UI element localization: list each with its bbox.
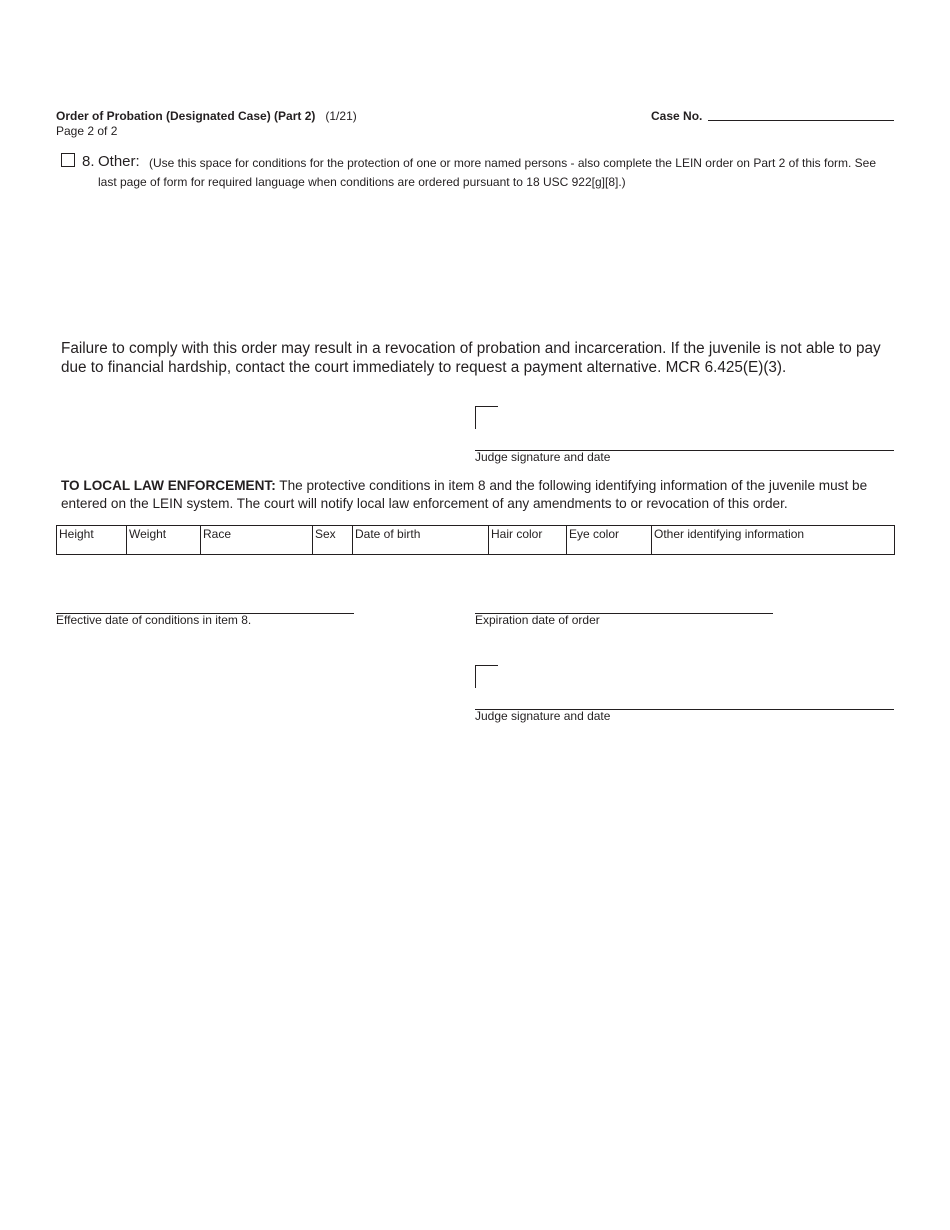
race-cell[interactable]: Race	[201, 526, 313, 555]
form-revision: (1/21)	[325, 109, 357, 123]
hair-color-cell[interactable]: Hair color	[489, 526, 567, 555]
case-no-label: Case No.	[651, 109, 703, 123]
signature-corner-mark	[475, 406, 498, 429]
form-title	[56, 109, 357, 123]
effective-date-caption: Effective date of conditions in item 8.	[56, 613, 252, 627]
item8-text-area[interactable]	[61, 195, 894, 325]
weight-cell[interactable]: Weight	[127, 526, 201, 555]
item8-checkbox[interactable]	[61, 153, 75, 167]
item8-number: 8.	[82, 153, 95, 170]
judge-signature-caption: Judge signature and date	[475, 450, 611, 464]
item8-label: Other:	[98, 153, 140, 170]
case-no-field[interactable]	[708, 120, 894, 121]
height-cell[interactable]: Height	[57, 526, 127, 555]
form-title-text: Order of Probation (Designated Case) (Part 2)	[56, 109, 316, 123]
page-number: Page 2 of 2	[56, 124, 118, 138]
eye-color-cell[interactable]: Eye color	[567, 526, 652, 555]
noncompliance-warning: Failure to comply with this order may result in a revocation of probation and incarceration. If the juvenile is not able to pay due to financial hardship, contact the court immediately to request a payment alternative. MCR 6.425(E)(3).	[61, 340, 881, 376]
law-enforcement-heading: TO LOCAL LAW ENFORCEMENT:	[61, 478, 276, 493]
item8-description-line1: (Use this space for conditions for the protection of one or more named persons - also complete the LEIN order on Part 2 of this form. See	[149, 156, 877, 170]
item8-description-line2: last page of form for required language when conditions are ordered pursuant to 18 USC 922[g][8].)	[98, 175, 626, 189]
date-of-birth-cell[interactable]: Date of birth	[353, 526, 489, 555]
law-enforcement-notice	[61, 477, 901, 512]
sex-cell[interactable]: Sex	[313, 526, 353, 555]
identifying-info-table	[56, 525, 895, 555]
table-row	[57, 526, 895, 555]
expiration-date-caption: Expiration date of order	[475, 613, 600, 627]
judge-signature-caption-2: Judge signature and date	[475, 709, 611, 723]
law-enforcement-text: The protective conditions in item 8 and the following identifying information of the juvenile must be entered on the LEIN system. The court will notify local law enforcement of any amendments to or revocation of this order.	[61, 478, 868, 511]
signature-corner-mark	[475, 665, 498, 688]
other-identifying-info-cell[interactable]: Other identifying information	[652, 526, 895, 555]
